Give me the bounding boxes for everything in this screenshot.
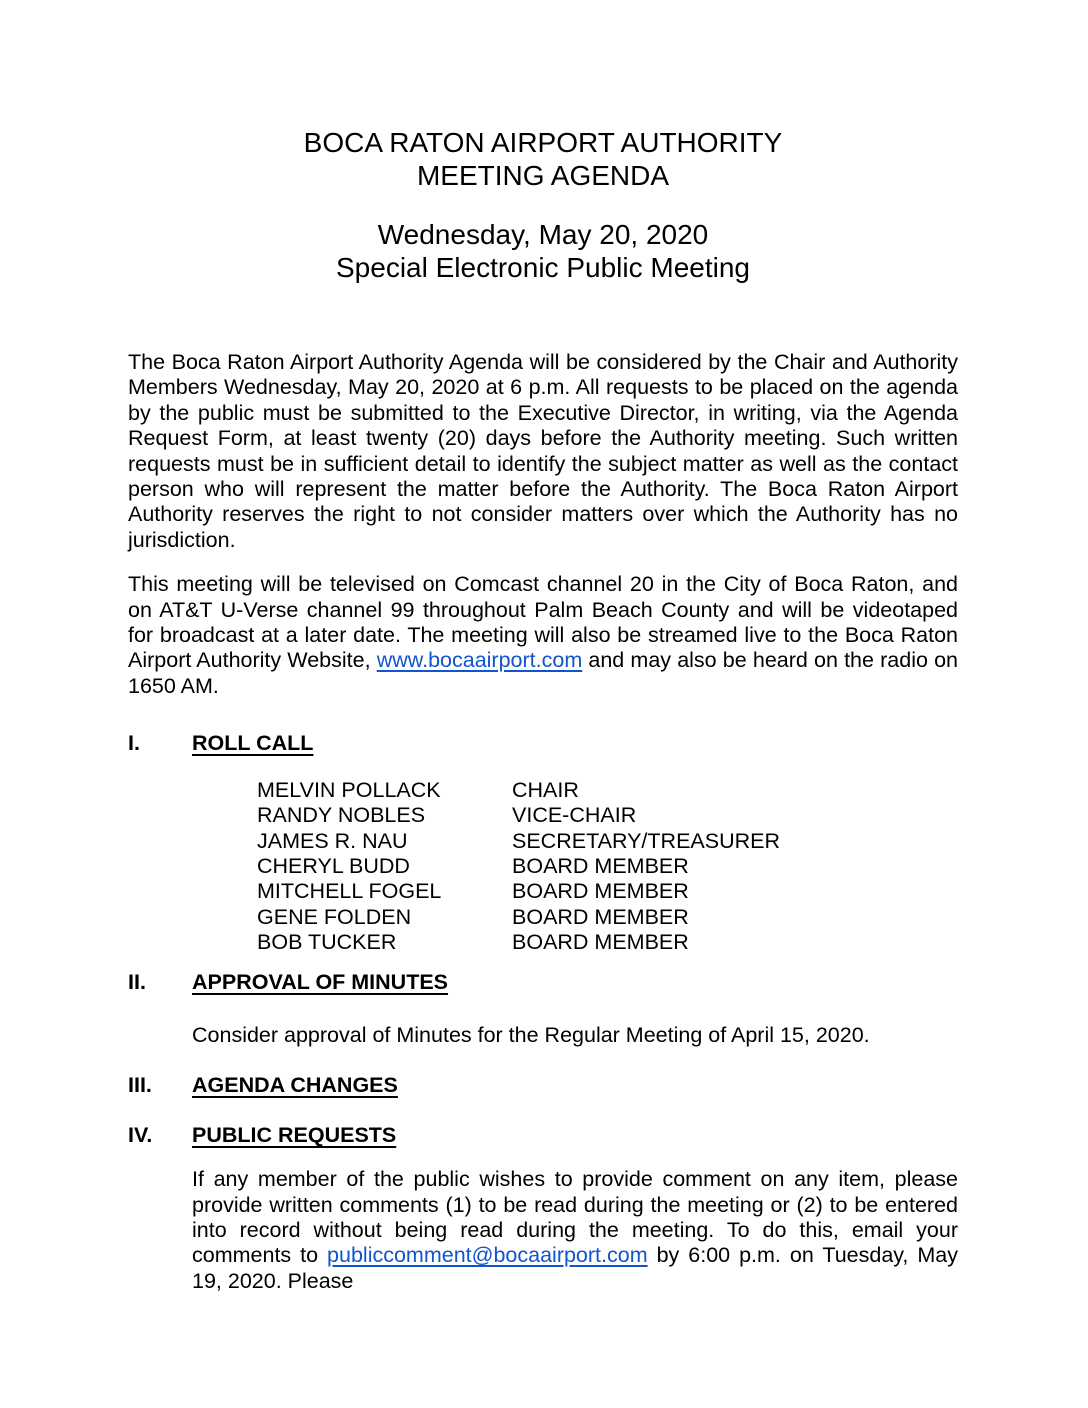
member-title: BOARD MEMBER: [512, 904, 689, 929]
section-roll-call-heading-row: [128, 731, 958, 756]
section-agenda-changes-heading-row: [128, 1073, 958, 1098]
section-public-requests-heading: PUBLIC REQUESTS: [192, 1122, 397, 1147]
member-title: VICE-CHAIR: [512, 803, 637, 828]
document-title: [128, 126, 958, 192]
member-title: BOARD MEMBER: [512, 853, 689, 878]
member-title: CHAIR: [512, 777, 579, 802]
public-comment-email-link[interactable]: publiccomment@bocaairport.com: [327, 1243, 648, 1268]
airport-website-link[interactable]: www.bocaairport.com: [376, 648, 583, 673]
broadcast-paragraph: [128, 572, 958, 699]
roll-call-row: [257, 930, 958, 955]
roll-call-row: [257, 829, 958, 854]
broadcast-text-after-link: and may also be heard on the radio on 1650 AM.: [128, 648, 958, 698]
section-approval-numeral: II.: [128, 969, 146, 994]
intro-paragraph: The Boca Raton Airport Authority Agenda will be considered by the Chair and Authority Members Wednesday, May 20, 2020 at 6 p.m. All requests to be placed on the agenda by the public must be submitted to the Executive Director, in writing, via the Agenda Request Form, at least twenty (20) days before the Authority meeting. Such written requests must be in sufficient detail to identify the subject matter as well as the contact person who will represent the matter before the Authority. The Boca Raton Airport Authority reserves the right to not consider matters over which the Authority has no jurisdiction.: [128, 350, 958, 552]
section-public-requests-heading-row: [128, 1123, 958, 1148]
meeting-date-block: [128, 218, 958, 284]
roll-call-row: [257, 803, 958, 828]
roll-call-list: [128, 778, 958, 956]
meeting-type-line: Special Electronic Public Meeting: [336, 252, 750, 283]
member-name: MELVIN POLLACK: [257, 777, 441, 802]
roll-call-row: [257, 778, 958, 803]
roll-call-row: [257, 879, 958, 904]
public-requests-paragraph: [192, 1167, 958, 1294]
broadcast-text-before-link: This meeting will be televised on Comcast channel 20 in the City of Boca Raton, and on AT&T U-Verse channel 99 throughout Palm Beach County and will be videotaped for broadcast at a later date. The meeting will also be streamed live to the Boca Raton Airport Authority Website,: [128, 572, 958, 673]
roll-call-row: [257, 905, 958, 930]
member-title: BOARD MEMBER: [512, 930, 689, 955]
roll-call-row: [257, 854, 958, 879]
document-title-line1: BOCA RATON AIRPORT AUTHORITY: [303, 127, 783, 158]
member-name: GENE FOLDEN: [257, 904, 412, 929]
public-requests-text-after-link: by 6:00 p.m. on Tuesday, May 19, 2020. Please: [192, 1243, 958, 1293]
section-approval-heading-row: [128, 970, 958, 995]
meeting-date-line: Wednesday, May 20, 2020: [377, 219, 709, 250]
approval-body-text: Consider approval of Minutes for the Regular Meeting of April 15, 2020.: [192, 1022, 870, 1047]
member-title: SECRETARY/TREASURER: [512, 828, 781, 853]
member-name: MITCHELL FOGEL: [257, 879, 442, 904]
section-roll-call-heading: ROLL CALL: [192, 731, 314, 756]
member-title: BOARD MEMBER: [512, 879, 689, 904]
section-public-requests-numeral: IV.: [128, 1122, 153, 1147]
section-agenda-changes-heading: AGENDA CHANGES: [192, 1073, 398, 1098]
member-name: RANDY NOBLES: [257, 803, 426, 828]
public-requests-text-before-link: If any member of the public wishes to provide comment on any item, please provide written comments (1) to be read during the meeting or (2) to be entered into record without being read during the meeting. To do this, email your comments to: [192, 1167, 958, 1268]
member-name: CHERYL BUDD: [257, 853, 410, 878]
section-agenda-changes-numeral: III.: [128, 1073, 152, 1098]
member-name: JAMES R. NAU: [257, 828, 408, 853]
section-approval-heading: APPROVAL OF MINUTES: [192, 969, 449, 994]
section-roll-call-numeral: I.: [128, 731, 140, 756]
member-name: BOB TUCKER: [257, 930, 397, 955]
document-title-line2: MEETING AGENDA: [416, 160, 670, 191]
